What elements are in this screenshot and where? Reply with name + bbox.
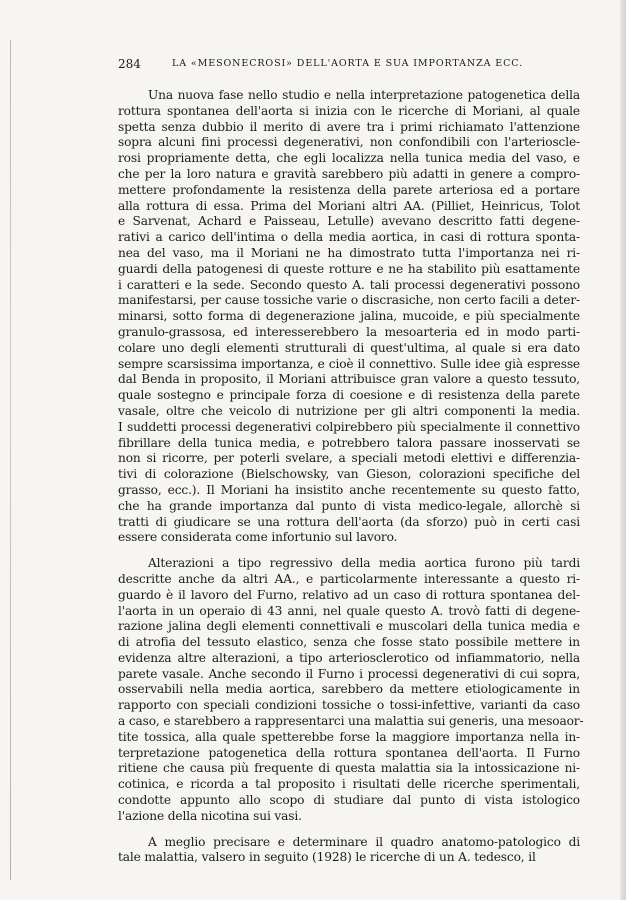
- page-header: [118, 56, 524, 72]
- text-line: tite tossica, alla quale spetterebbe forse la maggiore importanza nella in-: [118, 729, 580, 744]
- text-line: sempre scarsissima importanza, e cioè il connettivo. Sulle idee già espresse: [118, 356, 580, 371]
- text-line: tivi di colorazione (Bielschowsky, van Gieson, colorazioni specifiche del: [118, 467, 580, 482]
- text-line: parete vasale. Anche secondo il Furno i processi degenerativi di cui sopra,: [118, 666, 580, 681]
- text-line: Alterazioni a tipo regressivo della media aortica furono più tardi: [148, 556, 580, 571]
- paragraph: [118, 835, 580, 867]
- text-line: colare uno degli elementi strutturali di quest'ultima, al quale si era dato: [118, 340, 580, 355]
- text-line: non si ricorre, per poterli svelare, a speciali metodi elettivi e differenzia-: [118, 451, 580, 466]
- text-line: sopra alcuni fini processi degenerativi, non confondibili con l'arterioscle-: [118, 135, 580, 150]
- text-line: rosi propriamente detta, che egli localizza nella tunica media del vaso, e: [118, 151, 580, 166]
- text-line: che ha grande importanza dal punto di vista medico-legale, allorchè si: [118, 498, 580, 513]
- text-line: cotinica, e ricorda a tal proposito i risultati delle ricerche sperimentali,: [118, 777, 580, 792]
- text-line: Una nuova fase nello studio e nella interpretazione patogenetica della: [148, 88, 580, 102]
- text-line: ritiene che causa più frequente di questa malattia sia la intossicazione ni-: [118, 761, 580, 776]
- text-line: l'aorta in un operaio di 43 anni, nel quale questo A. trovò fatti di degene-: [118, 603, 580, 618]
- text-line: rapporto con speciali condizioni tossiche o tossi-infettive, varianti da caso: [118, 698, 580, 713]
- page-number: 284: [118, 57, 141, 71]
- text-line: quale sostegno e principale forza di coesione e di resistenza della parete: [118, 388, 580, 403]
- paragraph: [118, 88, 580, 546]
- text-line: i caratteri e la sede. Secondo questo A. tali processi degenerativi possono: [118, 277, 580, 292]
- text-line: vasale, oltre che veicolo di nutrizione per gli altri componenti la media.: [118, 403, 580, 418]
- text-line: terpretazione patogenetica della rottura spontanea dell'aorta. Il Furno: [118, 745, 580, 760]
- paragraph: [118, 556, 584, 825]
- text-line: alla rottura di essa. Prima del Moriani altri AA. (Pilliet, Heinricus, Tolot: [118, 198, 580, 213]
- text-line: condotte appunto allo scopo di studiare dal punto di vista istologico: [118, 793, 580, 808]
- text-line: e Sarvenat, Achard e Paisseau, Letulle) avevano descritto fatti degene-: [118, 214, 580, 229]
- text-line: minarsi, sotto forma di degenerazione jalina, mucoide, e più specialmente: [118, 309, 580, 324]
- text-line: che per la loro natura e gravità sarebbero più adatti in genere a compro-: [118, 166, 580, 181]
- text-line: spetta senza dubbio il merito di avere tra i primi richiamato l'attenzione: [118, 119, 580, 134]
- text-line: grasso, ecc.). Il Moriani ha insistito anche recentemente su questo fatto,: [118, 482, 580, 497]
- text-line: fibrillare della tunica media, e potrebbero talora passare inosservati se: [118, 435, 580, 450]
- text-line: rottura spontanea dell'aorta si inizia con le ricerche di Moriani, al quale: [118, 103, 580, 118]
- scan-page-edge: [620, 0, 626, 900]
- text-line: evidenza altre alterazioni, a tipo arteriosclerotico od infiammatorio, nella: [118, 650, 580, 665]
- text-line: rativi a carico dell'intima o della media aortica, in casi di rottura sponta-: [118, 230, 580, 245]
- text-line: descritte anche da altri AA., e particolarmente interessante a questo ri-: [118, 571, 580, 586]
- body-text: [118, 88, 584, 866]
- scan-margin-line: [10, 40, 11, 880]
- text-line: I suddetti processi degenerativi colpirebbero più specialmente il connettivo: [118, 419, 580, 434]
- text-line: mettere profondamente la resistenza della parete arteriosa ed a portare: [118, 182, 580, 197]
- text-line: nea del vaso, ma il Moriani ne ha dimostrato tutta l'importanza nei ri-: [118, 245, 580, 260]
- text-line: guardi della patogenesi di queste rotture e ne ha stabilito più esattamente: [118, 261, 580, 276]
- text-line: manifestarsi, per cause tossiche varie o discrasiche, non certo facili a deter-: [118, 293, 580, 308]
- text-line: A meglio precisare e determinare il quadro anatomo-patologico di: [148, 834, 580, 849]
- text-line: guardo è il lavoro del Furno, relativo ad un caso di rottura spontanea del-: [118, 587, 580, 602]
- text-line: dal Benda in proposito, il Moriani attribuisce gran valore a questo tessuto,: [118, 372, 580, 387]
- running-title: LA «MESONECROSI» DELL'AORTA E SUA IMPORTANZA ECC.: [172, 58, 524, 69]
- text-line: a caso, e starebbero a rappresentarci una malattia sui generis, una mesoaor-: [118, 714, 584, 729]
- text-line: tale malattia, valsero in seguito (1928) le ricerche di un A. tedesco, il: [118, 850, 536, 865]
- text-line: razione jalina degli elementi connettivali e muscolari della tunica media e: [118, 619, 580, 634]
- text-line: l'azione della nicotina sui vasi.: [118, 808, 302, 823]
- text-line: essere considerata come infortunio sul lavoro.: [118, 530, 398, 545]
- text-line: granulo-grassosa, ed interesserebbero la mesoarteria ed in modo parti-: [118, 324, 580, 339]
- text-line: tratti di giudicare se una rottura dell'aorta (da sforzo) può in certi casi: [118, 514, 580, 529]
- text-line: osservabili nella media aortica, sarebbero da mettere etiologicamente in: [118, 682, 580, 697]
- text-line: di atrofia del tessuto elastico, senza che fosse stato possibile mettere in: [118, 635, 580, 650]
